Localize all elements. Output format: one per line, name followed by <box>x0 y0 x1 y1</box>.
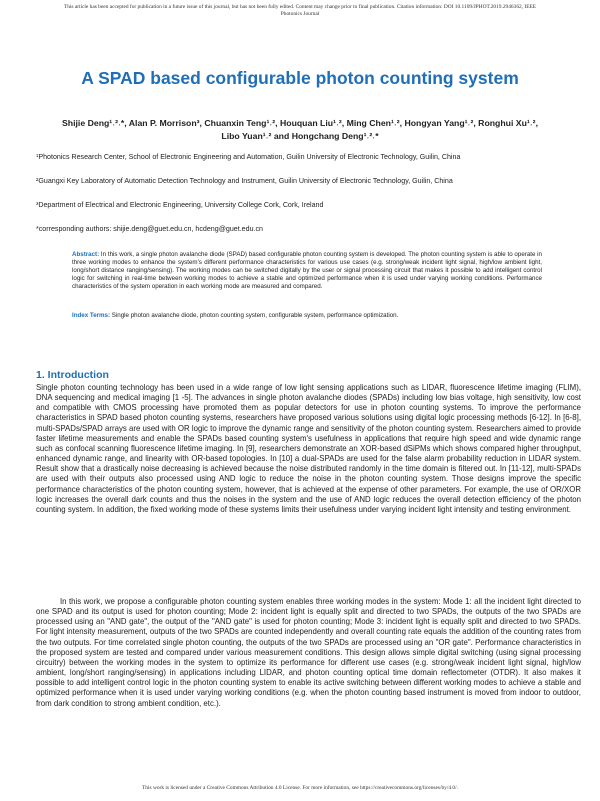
corresponding-authors: *corresponding authors: shijie.deng@guet.edu.cn, hcdeng@guet.edu.cn <box>36 225 263 233</box>
index-terms <box>72 312 542 320</box>
affiliation-2: ²Guangxi Key Laboratory of Automatic Detection Technology and Instrument, Guilin University of Electronic Technology, Guilin, China <box>36 177 453 185</box>
authors-line-2: Libo Yuan¹˒² and Hongchang Deng¹˒²˒* <box>221 130 379 141</box>
authors-line-1: Shijie Deng¹˒²˒*, Alan P. Morrison³, Chuanxin Teng¹˒², Houquan Liu¹˒², Ming Chen¹˒², Hongyan Yang¹˒², Ronghui Xu¹˒², <box>62 118 538 128</box>
intro-paragraph-1: Single photon counting technology has been used in a wide range of low light sensing applications such as LIDAR, fluorescence lifetime imaging (FLIM), DNA sequencing and medical imaging [1 -5]. The advances in single photon avalanche diodes (SPADs) including low bias voltage, high sensitivity, low cost and compatible with CMOS processing have promoted them as popular detectors for use in photon counting systems. To improve the performance characteristics in SPAD based photon counting systems, researchers have proposed various solutions using digital logic processing methods [6-12]. In [6-8], multi-SPADs/SPAD arrays are used with OR logic to improve the dynamic range and sensitivity of the photon counting system. Researchers aimed to provide faster lifetime measurements and enable the SPADs based counting system's usefulness in applications that require high speed and wide dynamic range such as confocal scanning fluorescence lifetime imaging. In [9], researchers demonstrate an XOR-based dSiPMs which shows compared higher throughput, enhanced dynamic range, and linearity with OR-based topologies. In [10] a dual-SPADs are used for the false alarm probability reduction in LIDAR system. Result show that a drastically noise decreasing is achieved because the noise distributed randomly in the time domain is filtered out. In [11-12], multi-SPADs are used with their outputs also processed using AND logic to reduce the noise in the photon counting system. Those designs improve the specific performance characteristics of the photon counting system, however, that is achieved at the expense of other parameters. For example, the use of OR/XOR logic increases the overall dark counts and thus the noises in the system and the use of AND logic reduces the overall detection efficiency of the photon counting system. In addition, the fixed working mode of these systems limits their usefulness under varying incident light intensity and testing environment. <box>36 383 581 514</box>
affiliation-1: ¹Photonics Research Center, School of Electronic Engineering and Automation, Guilin University of Electronic Technology, Guilin, China <box>36 153 461 161</box>
affiliation-3: ³Department of Electrical and Electronic Engineering, University College Cork, Cork, Ireland <box>36 201 324 209</box>
banner-line-2: Photonics Journal <box>280 11 320 17</box>
index-terms-text: Single photon avalanche diode, photon counting system, configurable system, performance optimization. <box>110 312 399 319</box>
paper-title: A SPAD based configurable photon counting system <box>81 68 519 88</box>
section-heading: 1. Introduction <box>36 369 109 381</box>
abstract <box>72 251 542 291</box>
banner-line-1: This article has been accepted for publication in a future issue of this journal, but has not been fully edited. Content may change prior to final publication. Citation information: DOI 10.1109/JPHOT.2019.2946362, IEEE <box>63 4 537 10</box>
intro-paragraph-2: In this work, we propose a configurable photon counting system enables three working modes in the system: Mode 1: all the incident light directed to one SPAD and its output is used for photon counting; Mode 2: incident light is equally split and directed to two SPADs, the outputs of the two SPADs are processed using an "AND gate", the output of the "AND gate" is used for photon counting; Mode 3: incident light is equally split and directed to two SPADs. For light intensity measurement, outputs of the two SPADs are counted independently and overall counting rate equals the addition of the counting rates from the two outputs. For time correlated single photon counting, the outputs of the two SPADs are processed using an "OR gate". Performance characteristics in the proposed system are tested and compared under various measurement conditions. This design allows simple digital switching (using signal processing circuitry) between the working modes in the system to optimize its performance for different use cases (e.g. strong/weak incident light signal, high/low ambient, long/short ranging/sensing) in applications including LIDAR, and photon counting optical time domain reflectometer (OTDR). It also makes it possible to add intelligent control logic in the photon counting system to enable its active switching between different working modes to achieve a stable and optimized performance when it is used under varying working conditions (e.g. when the photon counting based instrument is moved from indoor to outdoor, from dark condition to strong ambient condition, etc.). <box>36 597 581 708</box>
abstract-text: In this work, a single photon avalanche diode (SPAD) based configurable photon counting system is developed. The photon counting system is able to operate in three working modes to enhance the system's different performance characteristics for various use cases (e.g. strong/weak incident light signal, high/low ambient light, long/short distance ranging/sensing). The working modes can be switched digitally by the user or signal processing circuit that makes it possible to add intelligent control logic for switching in real-time between working modes to achieve a stable and optimized performance when it is used under varying working conditions. Performance characteristics of the system operation in each working mode are measured and compared. <box>72 251 542 290</box>
author-list <box>50 117 550 142</box>
license-footer: This work is licensed under a Creative Commons Attribution 4.0 License. For more information, see https://creativecommons.org/licenses/by/4.0/. <box>142 785 458 791</box>
index-terms-label: Index Terms: <box>72 312 111 319</box>
journal-banner <box>30 4 570 18</box>
abstract-label: Abstract: <box>72 251 100 258</box>
